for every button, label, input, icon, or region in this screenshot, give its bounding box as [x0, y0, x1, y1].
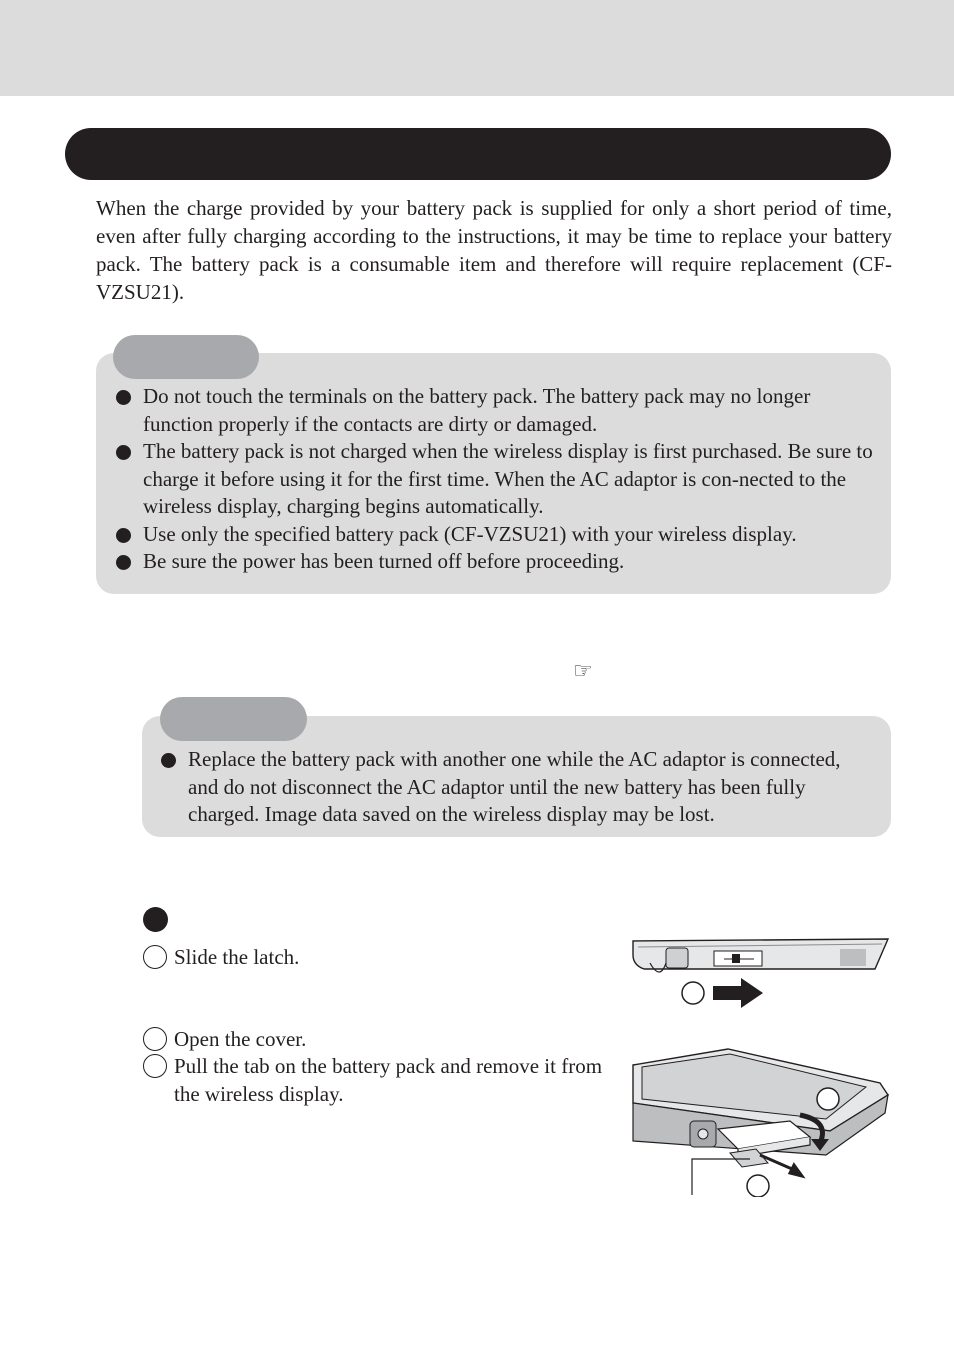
section-title-bar — [65, 128, 891, 180]
caution-item — [113, 383, 873, 438]
caution-list — [113, 383, 873, 576]
bullet-icon — [161, 753, 176, 768]
note-item — [158, 746, 874, 829]
caution-item-text: Use only the specified battery pack (CF-VZSU21) with your wireless display. — [143, 521, 797, 546]
caution-item — [113, 521, 873, 549]
caution-item-text: Be sure the power has been turned off before proceeding. — [143, 549, 625, 573]
sub-step-marker — [817, 1088, 839, 1110]
note-item-text: Replace the battery pack with another one while the AC adaptor is connected, and do not disconnect the AC adaptor until the new battery has been fully charged. Image data saved on the wireless display may be lost. — [188, 747, 841, 826]
sub-step-marker — [143, 1027, 167, 1051]
bullet-icon — [116, 528, 131, 543]
bullet-icon — [116, 390, 131, 405]
caution-item — [113, 548, 873, 576]
sub-step-pull-tab: Pull the tab on the battery pack and remove it from the wireless display. — [174, 1054, 603, 1106]
pointing-hand-icon: ☞ — [573, 659, 593, 684]
battery-removal-illustration — [630, 1045, 890, 1197]
note-list — [158, 746, 874, 829]
caution-item-text: The battery pack is not charged when the wireless display is first purchased. Be sure to charge it before using it for the first time. When the AC adaptor is con-nected to the wireless display, charging begins automatically. — [143, 439, 873, 518]
bullet-icon — [116, 555, 131, 570]
caution-item-text: Do not touch the terminals on the battery pack. The battery pack may no longer function properly if the contacts are dirty or damaged. — [143, 384, 811, 436]
latch-illustration — [630, 935, 890, 1010]
latch-arrow-icon — [713, 978, 763, 1008]
page-header-band — [0, 0, 954, 96]
caution-label-tab — [113, 335, 259, 379]
caution-item — [113, 438, 873, 521]
bullet-icon — [116, 445, 131, 460]
sub-step-marker — [143, 945, 167, 969]
sub-step-open-cover: Open the cover. — [174, 1027, 307, 1051]
sub-step-slide-latch: Slide the latch. — [174, 945, 300, 969]
intro-paragraph: When the charge provided by your battery pack is supplied for only a short period of time, even after fully charging according to the instructions, it may be time to replace your battery pack. The battery pack is a consumable item and therefore will require replacement (CF-VZSU21). — [96, 196, 892, 304]
step-number-marker — [143, 907, 168, 932]
sub-step-marker — [143, 1054, 167, 1078]
sub-step-marker — [747, 1175, 769, 1197]
note-label-tab — [160, 697, 307, 741]
sub-step-marker — [682, 982, 704, 1004]
pull-tab-arrow-icon — [760, 1155, 802, 1176]
